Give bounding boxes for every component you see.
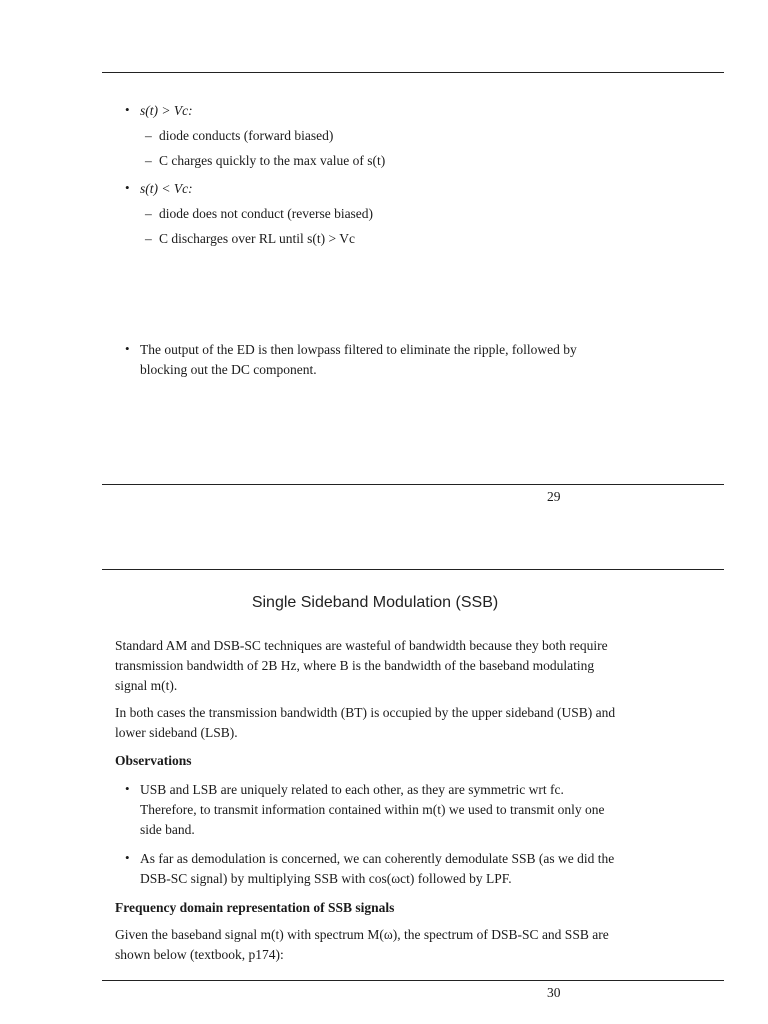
condition-label: s(t) > Vc: xyxy=(140,103,193,118)
condition-item: C discharges over RL until s(t) > Vc xyxy=(159,231,355,246)
bullet-marker: • xyxy=(125,850,130,865)
observation-line: Therefore, to transmit information contained within m(t) we used to transmit only one xyxy=(140,802,605,817)
page-number: 29 xyxy=(547,489,561,504)
paragraph-line: lower sideband (LSB). xyxy=(115,725,238,740)
condition-label: s(t) < Vc: xyxy=(140,181,193,196)
paragraph-line: shown below (textbook, p174): xyxy=(115,947,284,962)
paragraph-line: Given the baseband signal m(t) with spectrum M(ω), the spectrum of DSB-SC and SSB are xyxy=(115,927,609,942)
paragraph-line: signal m(t). xyxy=(115,678,178,693)
bullet-marker: • xyxy=(125,180,130,195)
page-bottom-rule xyxy=(102,484,724,485)
paragraph-line: Standard AM and DSB-SC techniques are wasteful of bandwidth because they both require xyxy=(115,638,608,653)
page-title: Single Sideband Modulation (SSB) xyxy=(251,594,499,611)
observation-line: side band. xyxy=(140,822,195,837)
bullet-marker: • xyxy=(125,102,130,117)
observations-heading: Observations xyxy=(115,753,192,768)
output-note-line: The output of the ED is then lowpass filtered to eliminate the ripple, followed by xyxy=(140,342,577,357)
condition-item: C charges quickly to the max value of s(t) xyxy=(159,153,386,168)
dash-marker: – xyxy=(145,153,152,168)
bullet-marker: • xyxy=(125,781,130,796)
page-bottom-rule xyxy=(102,980,724,981)
page-number: 30 xyxy=(547,985,561,1000)
observation-line: As far as demodulation is concerned, we can coherently demodulate SSB (as we did the xyxy=(140,851,615,866)
output-note-line: blocking out the DC component. xyxy=(140,362,317,377)
paragraph-line: transmission bandwidth of 2B Hz, where B is the bandwidth of the baseband modulating xyxy=(115,658,595,673)
page-top-rule xyxy=(102,569,724,570)
frequency-domain-heading: Frequency domain representation of SSB signals xyxy=(115,900,395,915)
observation-line: USB and LSB are uniquely related to each other, as they are symmetric wrt fc. xyxy=(140,782,564,797)
paragraph-line: In both cases the transmission bandwidth (BT) is occupied by the upper sideband (USB) and xyxy=(115,705,616,720)
bullet-marker: • xyxy=(125,341,130,356)
dash-marker: – xyxy=(145,128,152,143)
condition-item: diode conducts (forward biased) xyxy=(159,128,334,143)
condition-item: diode does not conduct (reverse biased) xyxy=(159,206,374,221)
page-top-rule xyxy=(102,72,724,73)
dash-marker: – xyxy=(145,206,152,221)
dash-marker: – xyxy=(145,231,152,246)
observation-line: DSB-SC signal) by multiplying SSB with cos(ωct) followed by LPF. xyxy=(140,871,512,886)
